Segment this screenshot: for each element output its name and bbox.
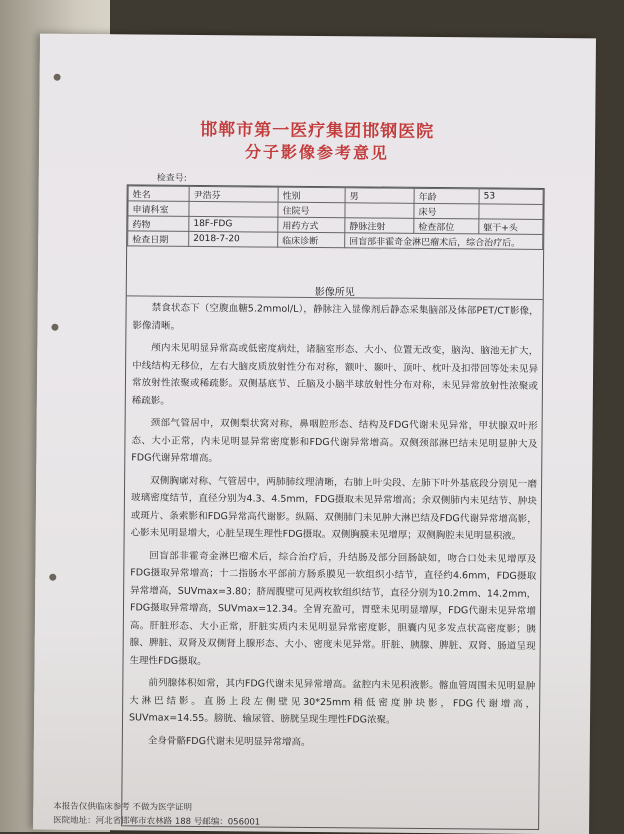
table-row xyxy=(128,231,543,250)
info-label: 姓名 xyxy=(128,186,189,202)
info-label: 床号 xyxy=(414,203,479,219)
info-label: 性别 xyxy=(278,187,345,203)
findings-paragraph: 禁食状态下（空腹血糖5.2mmol/L），静脉注入显像剂后静态采集脑部及体部PET/CT影像，影像清晰。 xyxy=(132,302,539,332)
findings-heading: 影像所见 xyxy=(127,281,543,300)
report-sheet xyxy=(33,34,596,834)
info-label: 申请科室 xyxy=(128,201,189,217)
info-value xyxy=(479,204,543,220)
patient-info-table xyxy=(127,185,544,250)
info-value: 18F-FDG xyxy=(189,216,278,232)
info-value xyxy=(189,201,278,217)
exam-number-label: 检查号: xyxy=(156,173,187,184)
findings-paragraph: 颈部气管居中，双侧梨状窝对称，鼻咽腔形态、结构及FDG代谢未见异常，甲状腺双叶形态、大小正常，内未见明显异常密度影和FDG代谢异常增高。双侧颈部淋巴结未见明显肿大及FDG代谢异常增高。 xyxy=(131,417,538,465)
punch-hole xyxy=(54,74,61,81)
findings-paragraph: 颅内未见明显异常高或低密度病灶，诸脑室形态、大小、位置无改变，脑沟、脑池无扩大，中线结构无移位，左右大脑皮质放射性分布对称，额叶、颞叶、顶叶、枕叶及扣带回等处未见异常放射性浓聚或稀疏影。双侧基底节、丘脑及小脑半球放射性分布对称，未见异常放射性浓聚或稀疏影。 xyxy=(131,342,539,407)
punch-hole xyxy=(49,574,56,581)
hospital-address: 医院地址：河北省邯郸市农林路 188 号邮编：056001 xyxy=(53,815,261,828)
info-value xyxy=(345,203,414,219)
info-label: 检查日期 xyxy=(128,231,189,247)
info-label: 药物 xyxy=(128,216,189,232)
findings-paragraph: 双侧胸廓对称、气管居中，两肺肺纹理清晰，右肺上叶尖段、左肺下叶外基底段分别见一磨玻璃密度结节，直径分别为4.3、4.5mm，FDG摄取未见异常增高；余双侧肺内未见结节、肿块或斑片、条索影和FDG异常高代谢影。纵隔、双侧肺门未见肿大淋巴结及FDG代谢异常增高影，心影未见明显增大，心脏呈现生理性FDG摄取。双侧胸膜未见增厚；双侧胸腔未见明显积液。 xyxy=(130,475,538,542)
info-value: 男 xyxy=(345,188,414,204)
info-label: 年龄 xyxy=(414,188,479,204)
info-value: 躯干+头 xyxy=(479,219,543,235)
info-value: 53 xyxy=(479,189,543,205)
punch-hole xyxy=(51,324,58,331)
info-label: 检查部位 xyxy=(414,218,479,234)
info-value: 尹浩芬 xyxy=(189,186,278,202)
info-label: 临床诊断 xyxy=(278,232,345,248)
info-value: 静脉注射 xyxy=(345,218,414,234)
report-title: 分子影像参考意见 xyxy=(244,142,390,163)
clinical-diagnosis: 回盲部非霍奇金淋巴瘤术后，综合治疗后。 xyxy=(345,233,543,250)
findings-paragraph: 回盲部非霍奇金淋巴瘤术后，综合治疗后，升结肠及部分回肠缺如，吻合口处未见增厚及FDG摄取异常增高；十二指肠水平部前方肠系膜见一软组织小结节，直径约4.6mm，FDG摄取异常增高，SUVmax=3.80；脐周腹壁可见两枚软组织结节，直径分别为10.2mm、14.2mm，FDG摄取异常增高，SUVmax=12.34。全胃充盈可，胃壁未见明显增厚，FDG代谢未见异常增高。肝脏形态、大小正常，肝脏实质内未见明显异常密度影，胆囊内见多发点状高密度影；胰腺、脾脏、双肾及双侧肾上腺形态、大小、密度未见异常。肝脏、胰腺、脾脏、双肾、肠道呈现生理性FDG摄取。 xyxy=(129,550,537,667)
report-frame xyxy=(121,184,545,830)
info-label: 住院号 xyxy=(278,202,345,218)
info-label: 用药方式 xyxy=(278,217,345,233)
info-value: 2018-7-20 xyxy=(189,231,278,247)
disclaimer-note: 本报告仅供临床参考 不做为医学证明 xyxy=(53,801,193,813)
findings-paragraph: 全身骨骼FDG代谢未见明显异常增高。 xyxy=(147,735,311,748)
hospital-name: 邯郸市第一医疗集团邯钢医院 xyxy=(200,119,435,143)
findings-paragraph: 前列腺体积如常，其内FDG代谢未见异常增高。盆腔内未见积液影。髂血管周围未见明显肿大淋巴结影。直肠上段左侧壁见30*25mm稍低密度肿块影，FDG代谢增高，SUVmax=14.55。膀胱、输尿管、膀胱呈现生理性FDG浓聚。 xyxy=(128,677,536,726)
findings-body xyxy=(129,299,539,758)
